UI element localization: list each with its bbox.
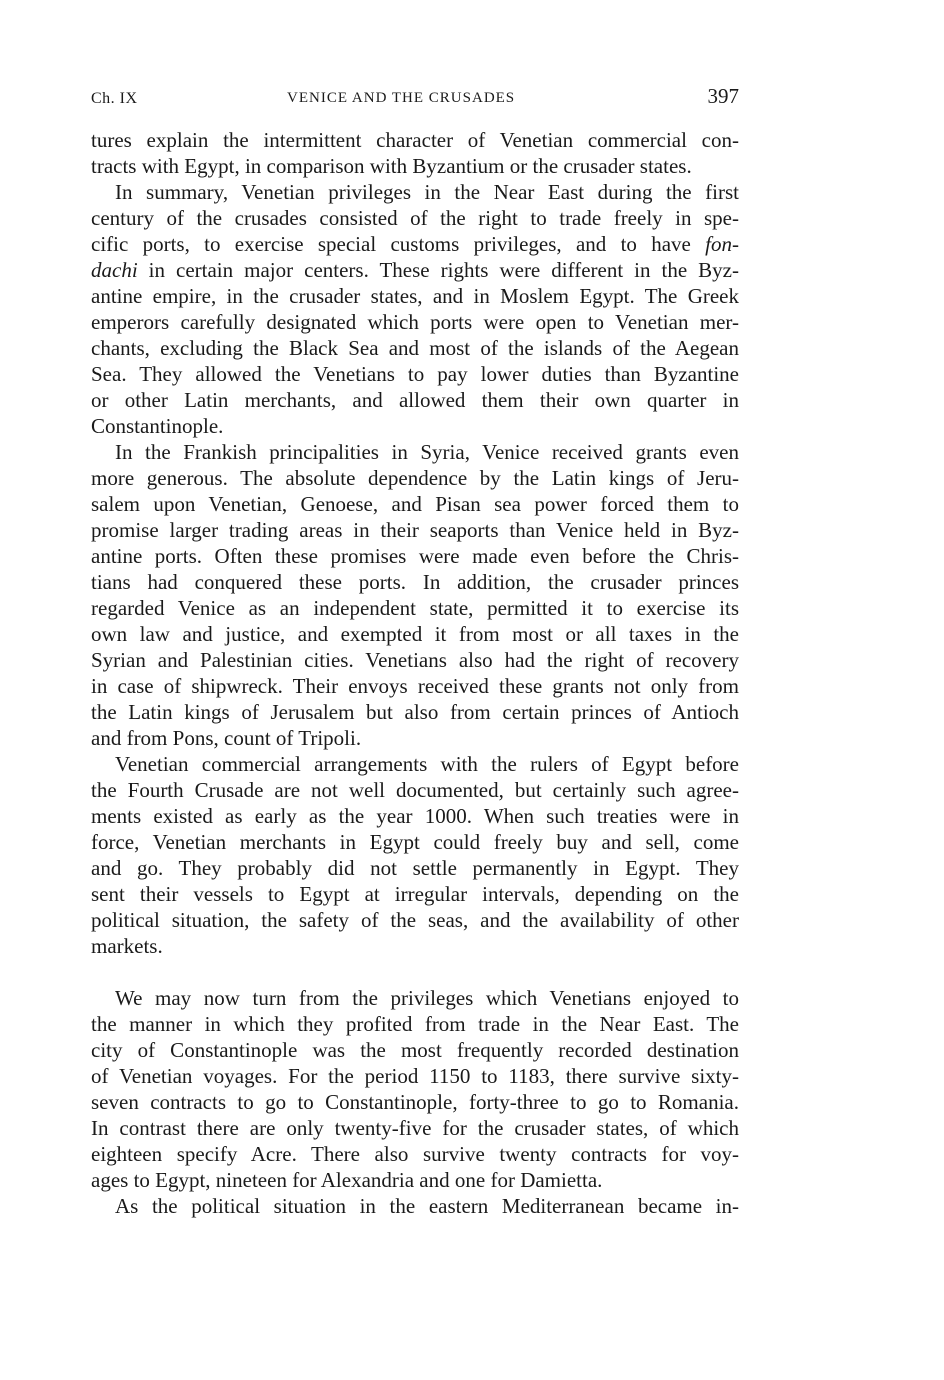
paragraph [91, 439, 739, 751]
text-line: tures explain the intermittent character of Venetian commercial con- [91, 128, 739, 152]
text-line: antine ports. Often these promises were made even before the Chris- [91, 544, 739, 568]
text-line: eighteen specify Acre. There also survive twenty contracts for voy- [91, 1142, 739, 1166]
text-line: Sea. They allowed the Venetians to pay lower duties than Byzantine [91, 362, 739, 386]
text-line: ages to Egypt, nineteen for Alexandria and one for Damietta. [91, 1168, 603, 1192]
text-line: In summary, Venetian privileges in the Near East during the first [115, 180, 739, 204]
text-line: the Latin kings of Jerusalem but also from certain princes of Antioch [91, 700, 739, 724]
running-head [91, 84, 739, 114]
text-line: century of the crusades consisted of the right to trade freely in spe- [91, 206, 739, 230]
text-line: city of Constantinople was the most frequently recorded destination [91, 1038, 739, 1062]
text-line: the manner in which they profited from trade in the Near East. The [91, 1012, 739, 1036]
text-line: markets. [91, 934, 163, 958]
text-line: regarded Venice as an independent state, permitted it to exercise its [91, 596, 739, 620]
text-line: ments existed as early as the year 1000. When such treaties were in [91, 804, 739, 828]
paragraph [91, 127, 739, 179]
text-line: own law and justice, and exempted it from most or all taxes in the [91, 622, 739, 646]
text-line: salem upon Venetian, Genoese, and Pisan sea power forced them to [91, 492, 739, 516]
text-line: antine empire, in the crusader states, and in Moslem Egypt. The Greek [91, 284, 739, 308]
paragraph [91, 179, 739, 439]
text-line: Venetian commercial arrangements with the rulers of Egypt before [115, 752, 739, 776]
text-line: force, Venetian merchants in Egypt could freely buy and sell, come [91, 830, 739, 854]
italic-term: fon- [705, 232, 739, 256]
page-number: 397 [707, 84, 739, 108]
text-line: the Fourth Crusade are not well documented, but certainly such agree- [91, 778, 739, 802]
text-line: sent their vessels to Egypt at irregular intervals, depending on the [91, 882, 739, 906]
text-line: Constantinople. [91, 414, 224, 438]
paragraph [91, 751, 739, 959]
text-line: promise larger trading areas in their seaports than Venice held in Byz- [91, 518, 739, 542]
text-line: emperors carefully designated which ports were open to Venetian mer- [91, 310, 739, 334]
italic-term: dachi [91, 258, 138, 282]
text-line: tracts with Egypt, in comparison with Byzantium or the crusader states. [91, 154, 692, 178]
text-line: seven contracts to go to Constantinople, forty-three to go to Romania. [91, 1090, 739, 1114]
text-line: and go. They probably did not settle permanently in Egypt. They [91, 856, 739, 880]
text-line: more generous. The absolute dependence by the Latin kings of Jeru- [91, 466, 739, 490]
text-line: of Venetian voyages. For the period 1150 to 1183, there survive sixty- [91, 1064, 739, 1088]
chapter-label: Ch. IX [91, 90, 138, 107]
text-segment: cific ports, to exercise special customs privileges, and to have [91, 232, 706, 256]
text-line: In the Frankish principalities in Syria, Venice received grants even [115, 440, 739, 464]
text-segment: in certain major centers. These rights were different in the Byz- [148, 258, 740, 282]
text-line: We may now turn from the privileges which Venetians enjoyed to [115, 986, 739, 1010]
text-line: As the political situation in the eastern Mediterranean became in- [115, 1194, 739, 1218]
body-text [91, 127, 739, 1219]
text-line: In contrast there are only twenty-five for the crusader states, of which [91, 1116, 739, 1140]
text-line: tians had conquered these ports. In addition, the crusader princes [91, 570, 739, 594]
text-line: chants, excluding the Black Sea and most of the islands of the Aegean [91, 336, 739, 360]
text-line: and from Pons, count of Tripoli. [91, 726, 362, 750]
paragraph [91, 1193, 739, 1219]
text-line: political situation, the safety of the seas, and the availability of other [91, 908, 739, 932]
running-title: VENICE AND THE CRUSADES [287, 90, 516, 106]
text-line: Syrian and Palestinian cities. Venetians also had the right of recovery [91, 648, 739, 672]
text-line [91, 257, 739, 283]
text-line: in case of shipwreck. Their envoys received these grants not only from [91, 674, 739, 698]
paragraph [91, 985, 739, 1193]
text-line: or other Latin merchants, and allowed them their own quarter in [91, 388, 739, 412]
text-line [91, 231, 739, 257]
